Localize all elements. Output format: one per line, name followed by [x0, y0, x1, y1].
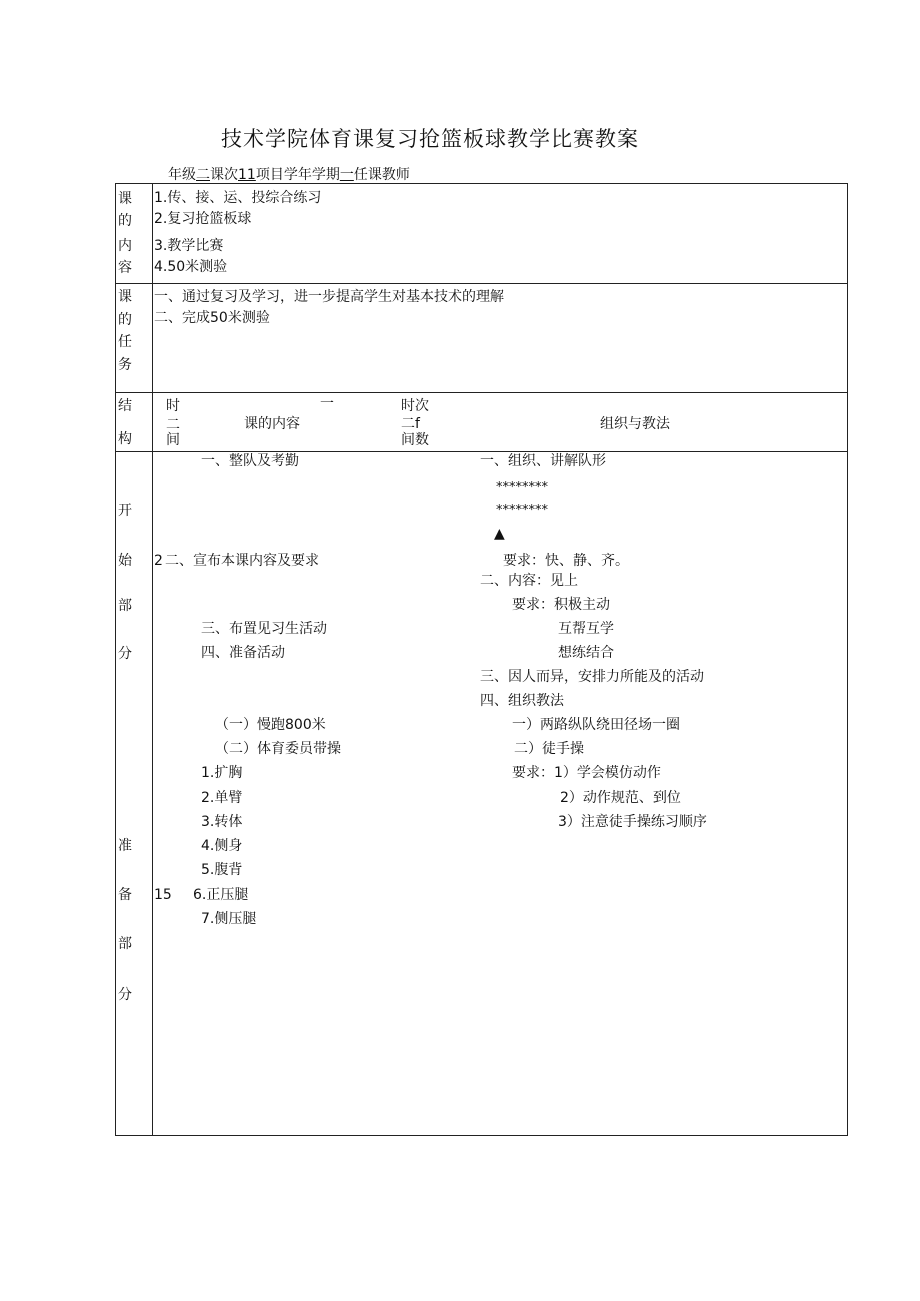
task-label-1: 课 — [118, 289, 132, 305]
grade-label: 年级 — [168, 167, 196, 183]
formation-row: ******** — [496, 503, 548, 518]
structure-label-2: 构 — [118, 431, 132, 447]
start-label-3: 部 — [118, 598, 132, 614]
structure-label-1: 结 — [118, 398, 132, 414]
teacher-position-icon: ▲ — [494, 526, 505, 542]
count-header-2: 二f — [401, 416, 420, 432]
task-label-4: 务 — [118, 357, 132, 373]
prep-label-4: 分 — [118, 987, 132, 1003]
page-title: 技术学院体育课复习抢篮板球教学比赛教案 — [221, 127, 639, 151]
start-method-three: 三、因人而异，安排力所能及的活动 — [480, 669, 704, 685]
content-label-1: 课 — [118, 191, 132, 207]
start-content-item: 三、布置见习生活动 — [201, 621, 327, 637]
exercise-item: 7.侧压腿 — [201, 911, 257, 927]
task-item: 一、通过复习及学习，进一步提高学生对基本技术的理解 — [154, 289, 504, 305]
start-time: 2 — [154, 553, 163, 569]
year-label: 学年学期 — [283, 167, 340, 183]
start-method-content: 二、内容：见上 — [480, 573, 578, 589]
prep-method-item: 一）两路纵队绕田径场一圈 — [512, 717, 680, 733]
grade-value: 二 — [196, 167, 210, 183]
start-content-item: 二、宣布本课内容及要求 — [165, 553, 319, 569]
session-value: 11 — [238, 167, 256, 183]
exercise-item: 4.侧身 — [201, 838, 243, 854]
prep-content-item: （二）体育委员带操 — [215, 741, 341, 757]
prep-method-item: 二）徒手操 — [514, 741, 584, 757]
prep-label-1: 准 — [118, 838, 132, 854]
header-dash: 一 — [320, 396, 334, 412]
start-method-req2: 要求：积极主动 — [512, 597, 610, 613]
teacher-label: 任课教师 — [353, 167, 410, 183]
task-label-3: 任 — [118, 334, 132, 350]
start-label-2: 始 — [118, 553, 132, 569]
start-method-req: 要求：快、静、齐。 — [503, 553, 629, 569]
time-header-2: 二 — [166, 417, 180, 433]
prep-label-2: 备 — [118, 887, 132, 903]
formation-row: ******** — [496, 480, 548, 495]
prep-label-3: 部 — [118, 936, 132, 952]
time-header-3: 间 — [166, 432, 180, 448]
prep-method-req: 2）动作规范、到位 — [560, 790, 681, 806]
content-label-4: 容 — [118, 260, 132, 276]
lesson-meta — [168, 164, 410, 184]
content-item: 3.教学比赛 — [154, 238, 224, 254]
start-label-4: 分 — [118, 646, 132, 662]
content-item: 1.传、接、运、投综合练习 — [154, 190, 322, 206]
start-content-item: 一、整队及考勤 — [201, 453, 299, 469]
exercise-item: 3.转体 — [201, 814, 243, 830]
content-label-2: 的 — [118, 213, 132, 229]
content-label-3: 内 — [118, 238, 132, 254]
start-method-four: 四、组织教法 — [480, 693, 564, 709]
prep-content-item: （一）慢跑800米 — [215, 717, 326, 733]
time-header-1: 时 — [166, 398, 180, 414]
lesson-content-header: 课的内容 — [244, 416, 300, 432]
method-header: 组织与教法 — [600, 416, 670, 432]
prep-time: 15 — [154, 887, 172, 903]
start-method-req2: 互帮互学 — [558, 621, 614, 637]
start-label-1: 开 — [118, 503, 132, 519]
exercise-item: 6.正压腿 — [193, 887, 249, 903]
session-label: 课次 — [210, 167, 238, 183]
task-label-2: 的 — [118, 312, 132, 328]
content-item: 4.50米测验 — [154, 259, 228, 275]
start-method-req2: 想练结合 — [558, 645, 614, 661]
start-method-org: 一、组织、讲解队形 — [480, 453, 606, 469]
task-item: 二、完成50米测验 — [154, 310, 270, 326]
item-label: 项目 — [255, 167, 284, 183]
exercise-item: 5.腹背 — [201, 862, 243, 878]
count-header-3: 间数 — [401, 432, 429, 448]
prep-method-req: 3）注意徒手操练习顺序 — [558, 814, 707, 830]
teacher-blank: 一 — [339, 167, 354, 183]
exercise-item: 2.单臂 — [201, 790, 243, 806]
exercise-item: 1.扩胸 — [201, 765, 243, 781]
count-header-1: 时次 — [401, 398, 429, 414]
prep-method-req: 要求：1）学会模仿动作 — [512, 765, 661, 781]
content-item: 2.复习抢篮板球 — [154, 211, 252, 227]
start-content-item: 四、准备活动 — [201, 645, 285, 661]
